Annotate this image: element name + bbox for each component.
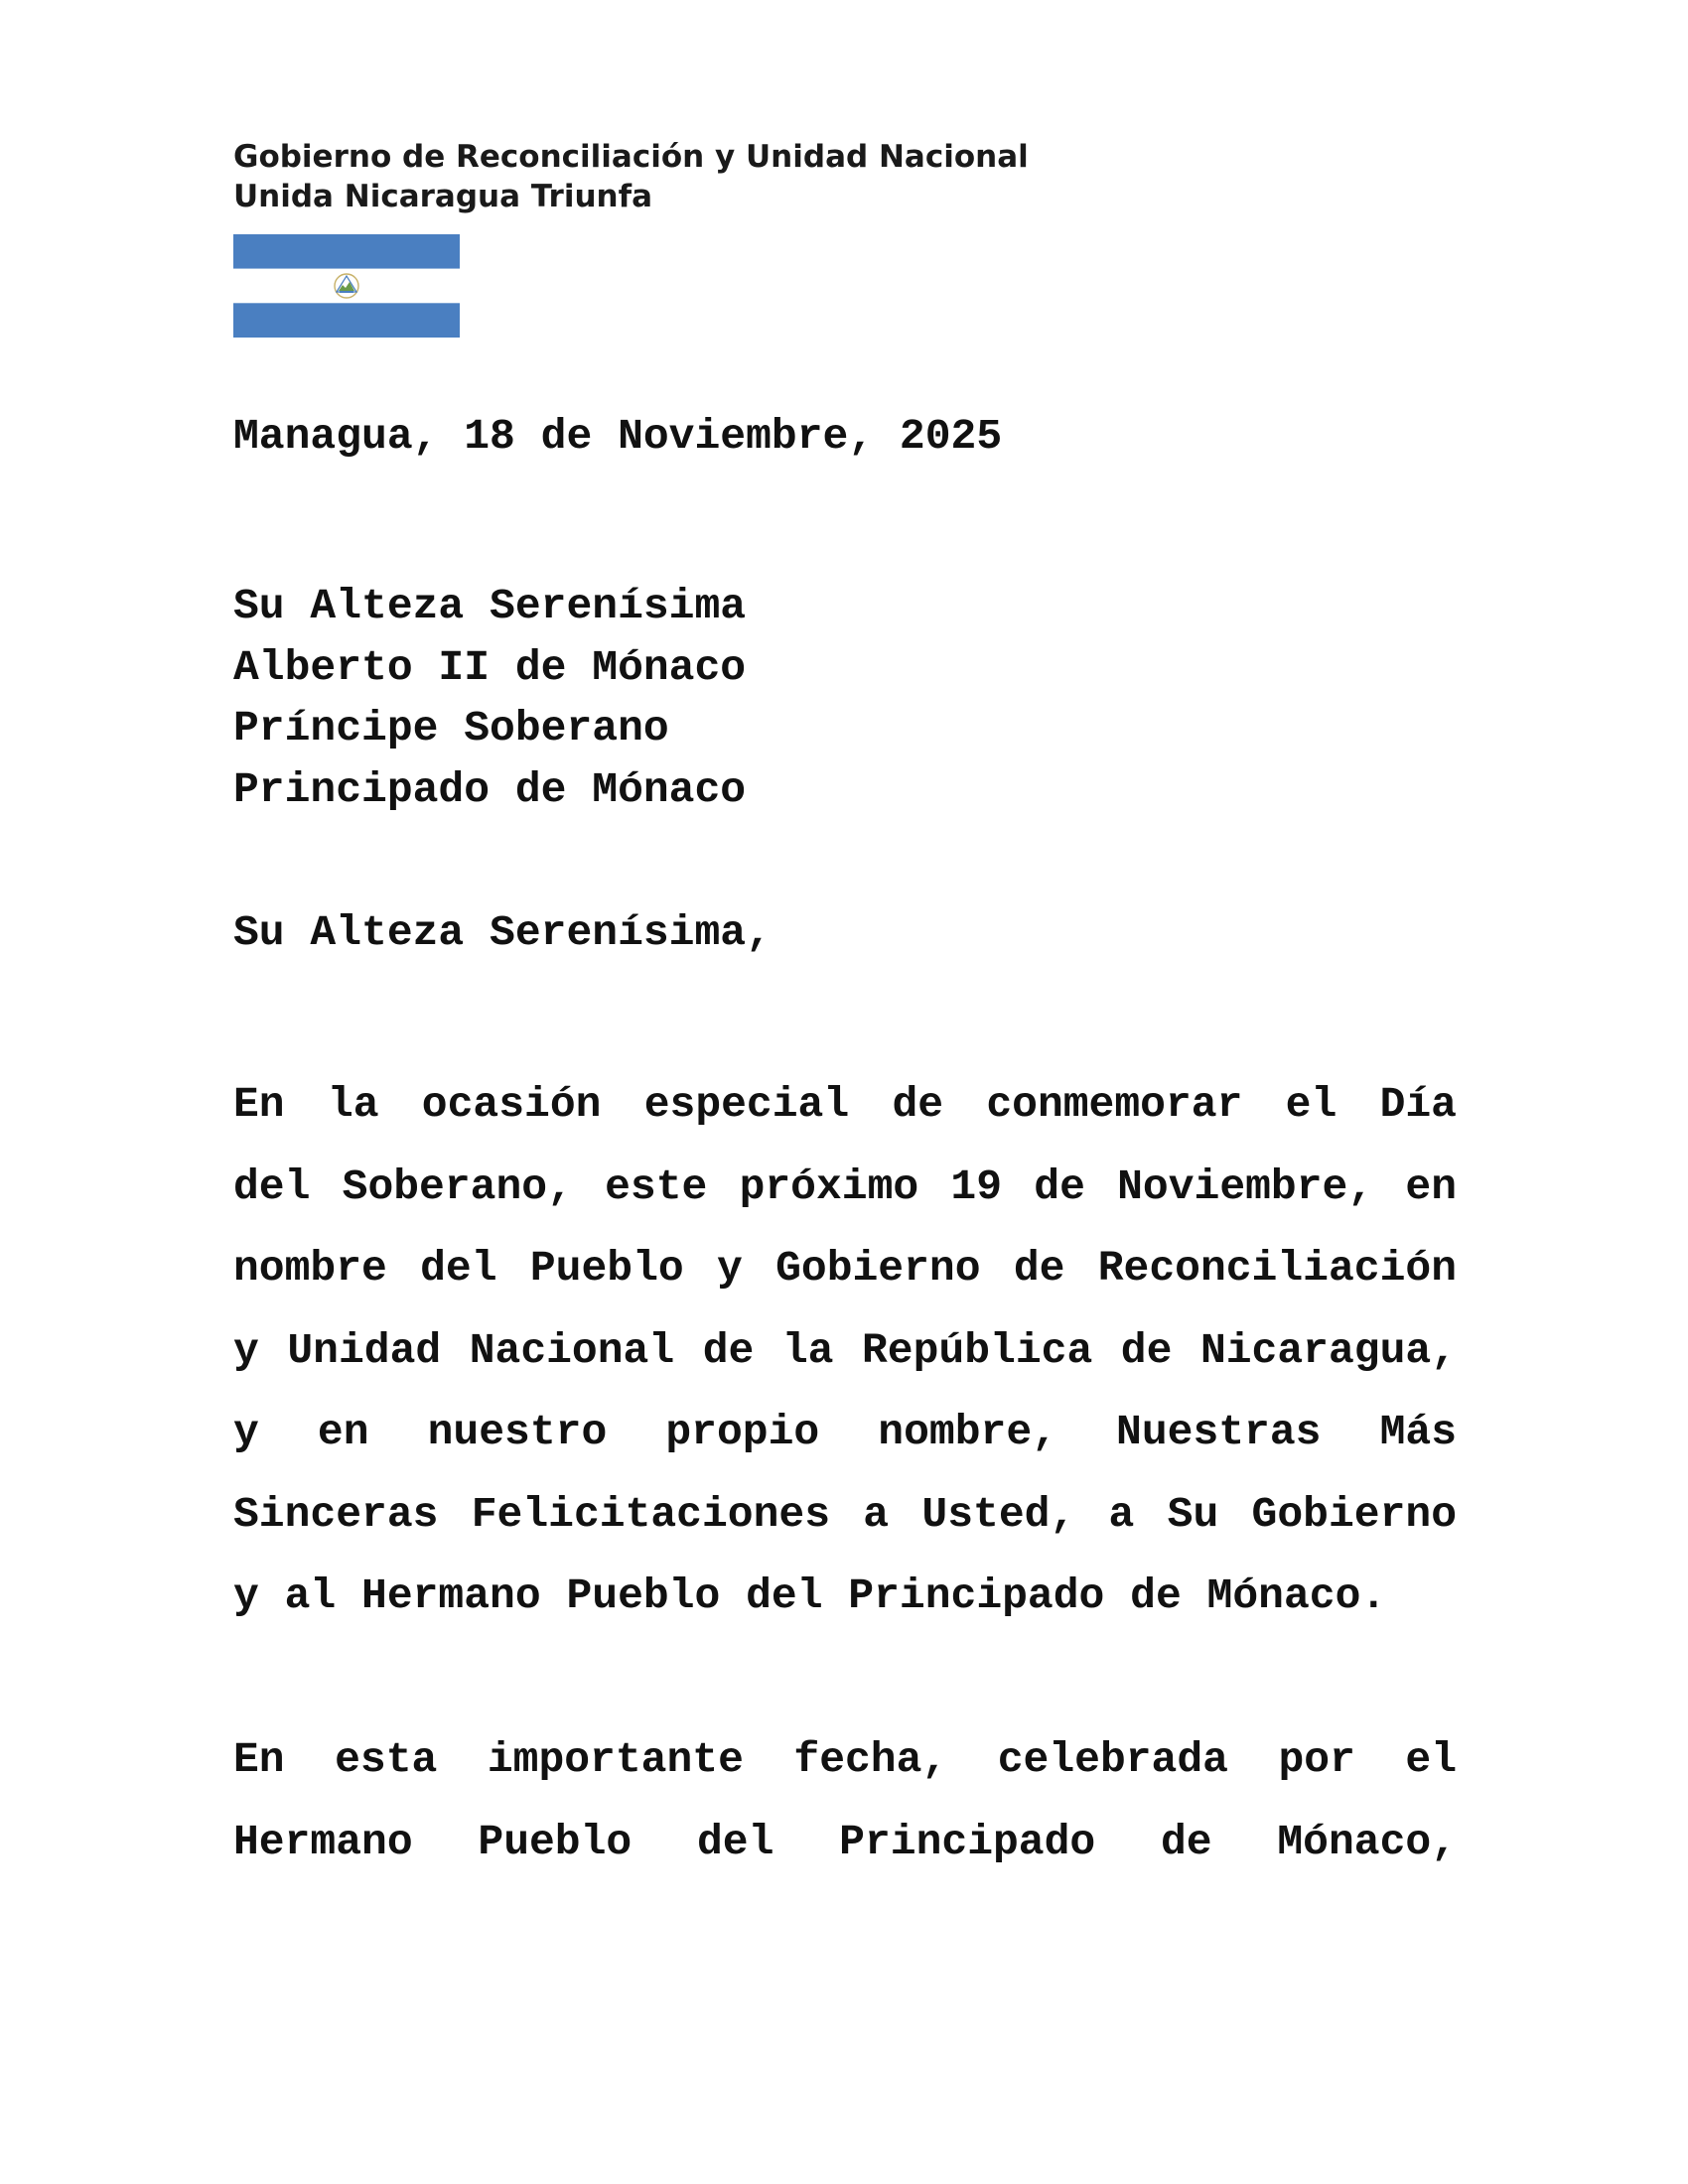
- paragraph-1: [233, 1064, 1457, 1638]
- addressee-line: Alberto II de Mónaco: [233, 642, 747, 692]
- paragraph-line: Sinceras Felicitaciones a Usted, a Su Gobierno: [233, 1489, 1457, 1539]
- salutation: Su Alteza Serenísima,: [233, 908, 772, 957]
- paragraph-line: y al Hermano Pueblo del Principado de Mónaco.: [233, 1571, 1387, 1620]
- paragraph-line: Hermano Pueblo del Principado de Mónaco,: [233, 1817, 1457, 1866]
- paragraph-line: y en nuestro propio nombre, Nuestras Más: [233, 1408, 1457, 1456]
- letterhead-slogan: Unida Nicaragua Triunfa: [233, 179, 653, 214]
- addressee-line: Príncipe Soberano: [233, 704, 669, 752]
- letterhead: [233, 137, 1029, 216]
- addressee-line: Su Alteza Serenísima: [233, 582, 747, 630]
- letter-date: Managua, 18 de Noviembre, 2025: [233, 412, 1003, 461]
- nicaragua-flag-icon: [233, 234, 460, 338]
- paragraph-line: En esta importante fecha, celebrada por el: [233, 1735, 1457, 1784]
- paragraph-line: y Unidad Nacional de la República de Nicaragua,: [233, 1325, 1457, 1375]
- paragraph-2: [233, 1719, 1457, 1883]
- paragraph-line: En la ocasión especial de conmemorar el Día: [233, 1080, 1457, 1129]
- paragraph-line: nombre del Pueblo y Gobierno de Reconciliación: [233, 1244, 1457, 1293]
- addressee-line: Principado de Mónaco: [233, 764, 747, 814]
- addressee-block: [233, 576, 746, 820]
- letterhead-government-name: Gobierno de Reconciliación y Unidad Nacional: [233, 139, 1029, 175]
- paragraph-line: del Soberano, este próximo 19 de Noviembre, en: [233, 1161, 1457, 1211]
